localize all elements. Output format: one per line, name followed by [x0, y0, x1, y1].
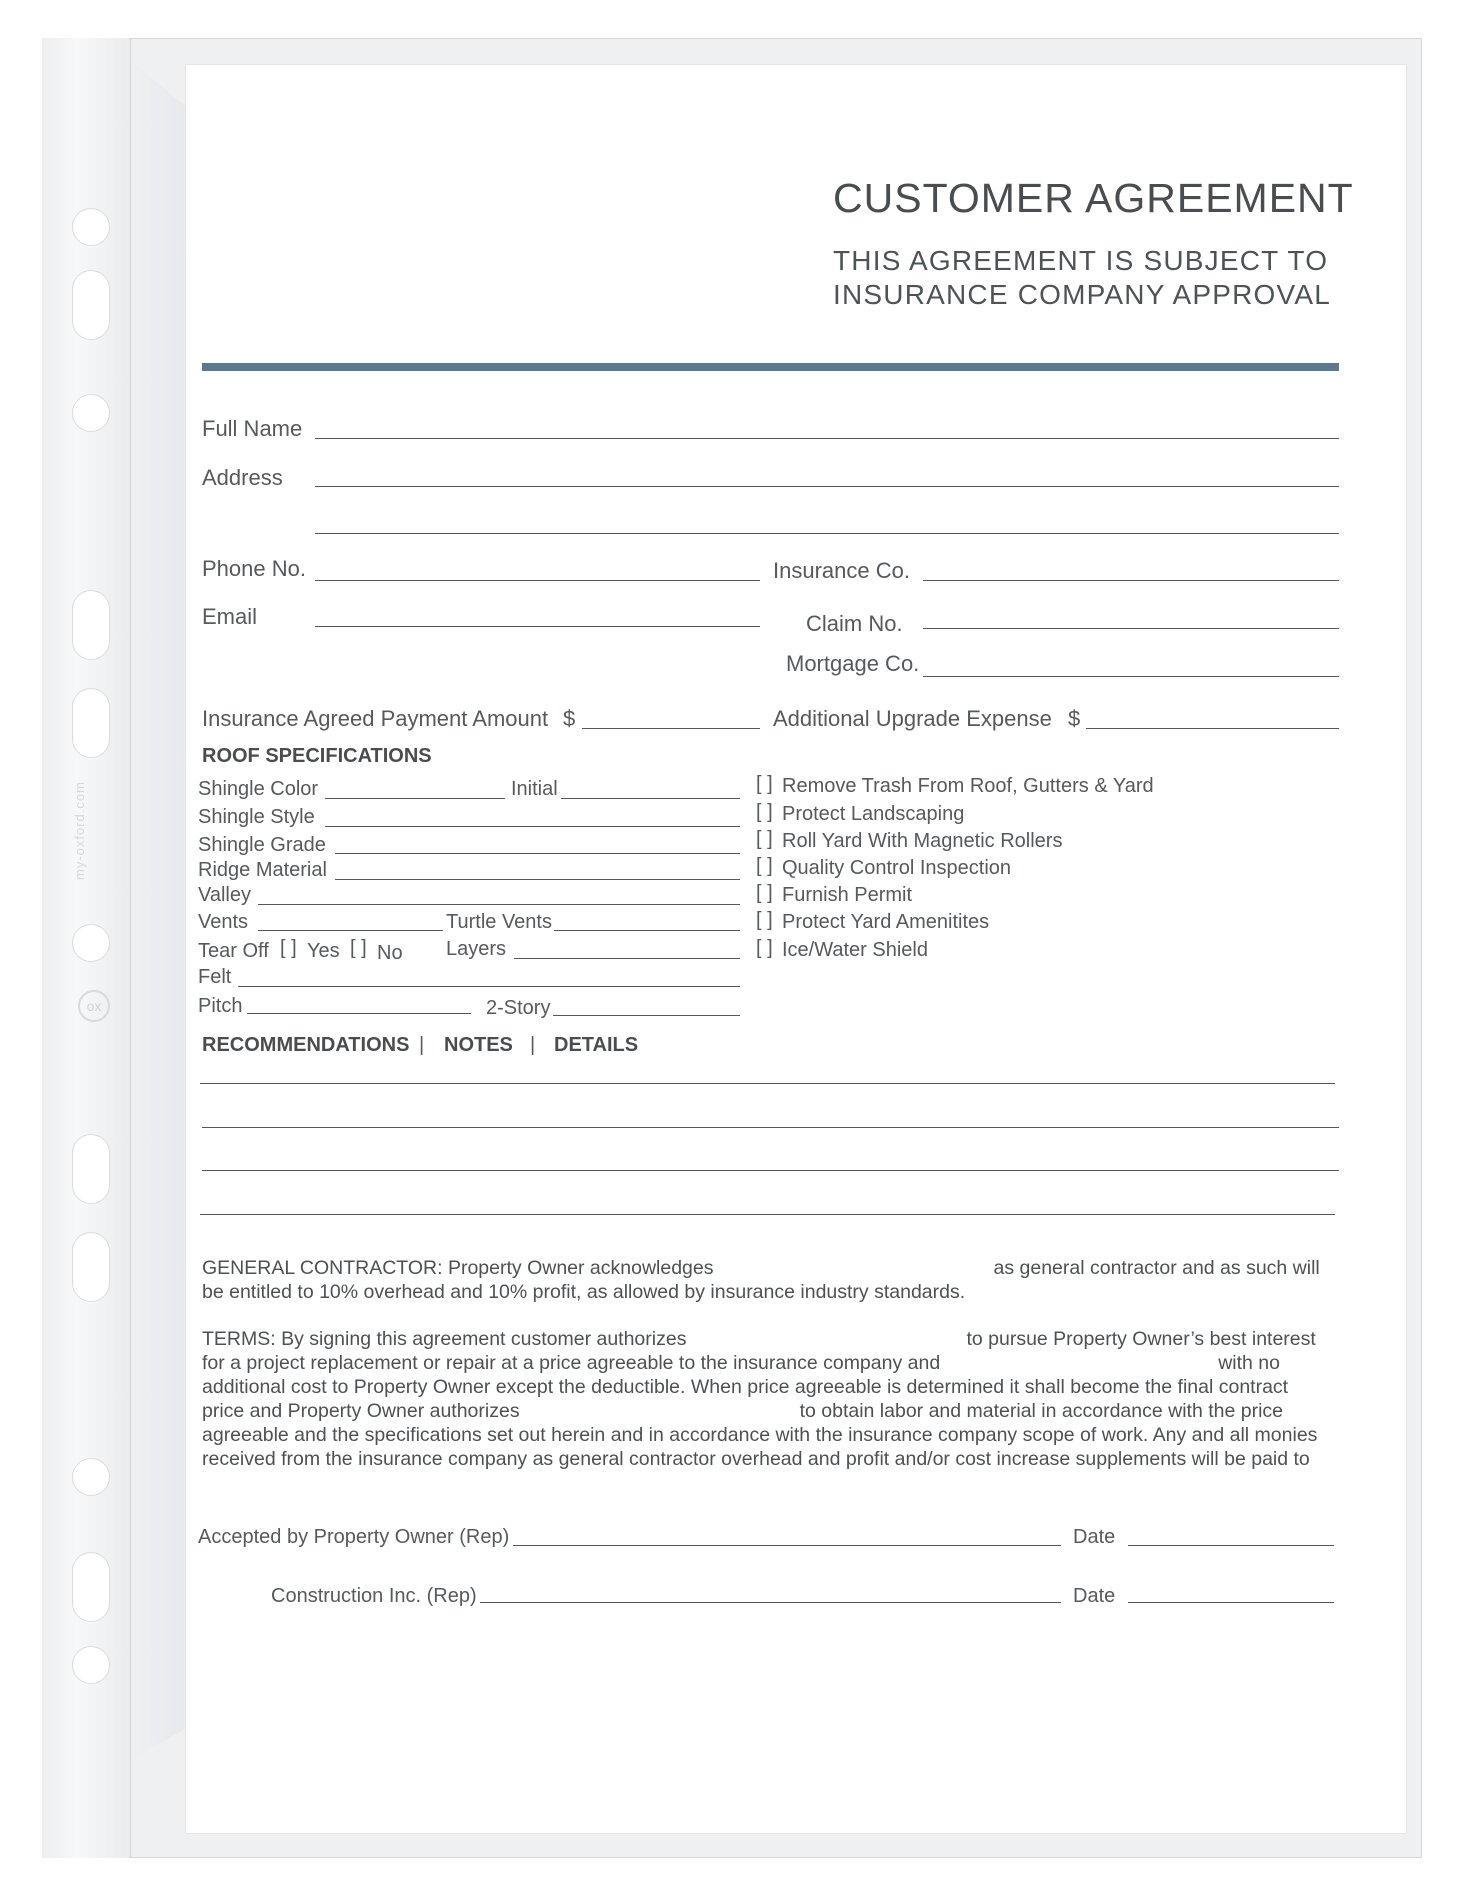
checklist-checkbox[interactable]: [ ]	[756, 855, 773, 877]
punch-hole	[72, 1552, 110, 1622]
vents-field[interactable]	[258, 930, 443, 931]
phone-label: Phone No.	[202, 556, 306, 581]
shingle-style-field[interactable]	[325, 826, 740, 827]
gc-text-1: GENERAL CONTRACTOR: Property Owner acknowledges	[202, 1257, 714, 1279]
upgrade-expense-label: Additional Upgrade Expense	[773, 706, 1052, 731]
punch-hole	[72, 1646, 110, 1684]
ridge-material-field[interactable]	[335, 879, 740, 880]
gc-text-3: be entitled to 10% overhead and 10% profit, as allowed by insurance industry standards.	[202, 1281, 966, 1303]
insurance-co-field[interactable]	[923, 580, 1339, 581]
checklist-item-label: Remove Trash From Roof, Gutters & Yard	[782, 775, 1154, 797]
terms-text: to pursue Property Owner’s best interest	[966, 1328, 1316, 1350]
notes-line[interactable]	[200, 1214, 1335, 1215]
header-rule	[202, 363, 1339, 371]
insurance-amount-field[interactable]	[582, 728, 760, 729]
valley-field[interactable]	[258, 904, 740, 905]
checklist-item-label: Furnish Permit	[782, 884, 913, 906]
valley-label: Valley	[198, 884, 251, 906]
shingle-color-field[interactable]	[325, 798, 505, 799]
terms-text: to obtain labor and material in accordance with the price	[799, 1400, 1284, 1422]
checklist-item-label: Quality Control Inspection	[782, 857, 1012, 879]
notes-heading: NOTES	[444, 1034, 513, 1056]
contractor-date-field[interactable]	[1128, 1602, 1334, 1603]
contractor-date-label: Date	[1073, 1585, 1116, 1607]
layers-label: Layers	[446, 938, 507, 960]
turtle-vents-label: Turtle Vents	[446, 911, 552, 933]
phone-field[interactable]	[315, 580, 760, 581]
full-name-label: Full Name	[202, 416, 303, 441]
page-title: CUSTOMER AGREEMENT	[833, 175, 1354, 221]
brand-logo-icon: ox	[78, 990, 110, 1022]
notes-line[interactable]	[202, 1170, 1339, 1171]
punch-hole	[72, 208, 110, 246]
punch-hole	[72, 270, 110, 340]
upgrade-expense-field[interactable]	[1086, 728, 1339, 729]
terms-text: agreeable and the specifications set out herein and in accordance with the insurance company scope of work. Any and all monies	[202, 1424, 1318, 1446]
checkbox[interactable]: [ ]	[350, 937, 367, 959]
layers-field[interactable]	[514, 958, 740, 959]
terms-text: with no	[1218, 1352, 1280, 1374]
mortgage-co-label: Mortgage Co.	[786, 651, 920, 676]
checklist-checkbox[interactable]: [ ]	[756, 828, 773, 850]
brand-text: my-oxford.com	[72, 781, 87, 880]
shingle-style-label: Shingle Style	[198, 806, 315, 828]
claim-no-label: Claim No.	[806, 611, 903, 636]
address-field[interactable]	[315, 486, 1339, 487]
details-heading: DETAILS	[554, 1034, 639, 1056]
contractor-signature-label: Construction Inc. (Rep)	[271, 1585, 477, 1607]
checklist-checkbox[interactable]: [ ]	[756, 909, 773, 931]
felt-field[interactable]	[238, 986, 740, 987]
recommendations-heading: RECOMMENDATIONS	[202, 1034, 410, 1056]
insurance-co-label: Insurance Co.	[773, 558, 910, 583]
punch-hole	[72, 1232, 110, 1302]
address-label: Address	[202, 465, 283, 490]
checklist-item-label: Protect Yard Amenitites	[782, 911, 990, 933]
checkbox[interactable]: [ ]	[280, 937, 297, 959]
punch-hole	[72, 924, 110, 962]
checklist-checkbox[interactable]: [ ]	[756, 773, 773, 795]
no-label: No	[377, 942, 403, 964]
yes-label: Yes	[307, 940, 340, 962]
terms-text: price and Property Owner authorizes	[202, 1400, 520, 1422]
terms-text: received from the insurance company as general contractor overhead and profit and/or cost increase supplements will be paid to	[202, 1448, 1310, 1470]
claim-no-field[interactable]	[923, 628, 1339, 629]
mortgage-co-field[interactable]	[923, 676, 1339, 677]
initial-label: Initial	[511, 778, 558, 800]
two-story-label: 2-Story	[486, 997, 551, 1019]
heading-separator: |	[419, 1034, 425, 1056]
owner-signature-label: Accepted by Property Owner (Rep)	[198, 1526, 510, 1548]
insurance-amount-label: Insurance Agreed Payment Amount	[202, 706, 549, 731]
checklist-checkbox[interactable]: [ ]	[756, 801, 773, 823]
contractor-signature-field[interactable]	[480, 1602, 1061, 1603]
owner-date-field[interactable]	[1128, 1545, 1334, 1546]
checklist-item-label: Ice/Water Shield	[782, 939, 928, 961]
shingle-grade-label: Shingle Grade	[198, 834, 326, 856]
vents-label: Vents	[198, 911, 249, 933]
checklist-checkbox[interactable]: [ ]	[756, 882, 773, 904]
pitch-field[interactable]	[247, 1013, 471, 1014]
currency-symbol: $	[1068, 706, 1081, 731]
email-label: Email	[202, 604, 258, 629]
currency-symbol: $	[563, 706, 576, 731]
terms-text: TERMS: By signing this agreement customer authorizes	[202, 1328, 687, 1350]
two-story-field[interactable]	[553, 1015, 740, 1016]
punch-hole	[72, 394, 110, 432]
subtitle-line-2: INSURANCE COMPANY APPROVAL	[833, 279, 1331, 310]
sleeve-fold	[130, 60, 190, 1760]
full-name-field[interactable]	[315, 438, 1339, 439]
notes-line[interactable]	[200, 1083, 1335, 1084]
general-contractor-paragraph	[202, 1256, 1340, 1304]
punch-hole	[72, 590, 110, 660]
shingle-color-label: Shingle Color	[198, 778, 319, 800]
checklist-item-label: Protect Landscaping	[782, 803, 965, 825]
checklist-checkbox[interactable]: [ ]	[756, 937, 773, 959]
notes-line[interactable]	[202, 1127, 1339, 1128]
terms-paragraph	[202, 1327, 1340, 1471]
heading-separator: |	[530, 1034, 536, 1056]
initial-field[interactable]	[561, 798, 740, 799]
punch-hole	[72, 688, 110, 758]
pitch-label: Pitch	[198, 995, 243, 1017]
checklist-item-label: Roll Yard With Magnetic Rollers	[782, 830, 1063, 852]
turtle-vents-field[interactable]	[554, 930, 740, 931]
felt-label: Felt	[198, 966, 232, 988]
punch-hole	[72, 1134, 110, 1204]
ridge-material-label: Ridge Material	[198, 859, 327, 881]
owner-signature-field[interactable]	[513, 1545, 1061, 1546]
owner-date-label: Date	[1073, 1526, 1116, 1548]
tear-off-label: Tear Off	[198, 940, 269, 962]
shingle-grade-field[interactable]	[335, 853, 740, 854]
email-field[interactable]	[315, 626, 760, 627]
address-field-line-2[interactable]	[315, 533, 1339, 534]
gc-text-2: as general contractor and as such will	[993, 1257, 1320, 1279]
punch-hole	[72, 1458, 110, 1496]
roof-specifications-heading: ROOF SPECIFICATIONS	[202, 745, 432, 767]
terms-text: additional cost to Property Owner except the deductible. When price agreeable is determined it shall become the final contract	[202, 1376, 1289, 1398]
terms-text: for a project replacement or repair at a price agreeable to the insurance company and	[202, 1352, 941, 1374]
subtitle-line-1: THIS AGREEMENT IS SUBJECT TO	[833, 245, 1329, 276]
